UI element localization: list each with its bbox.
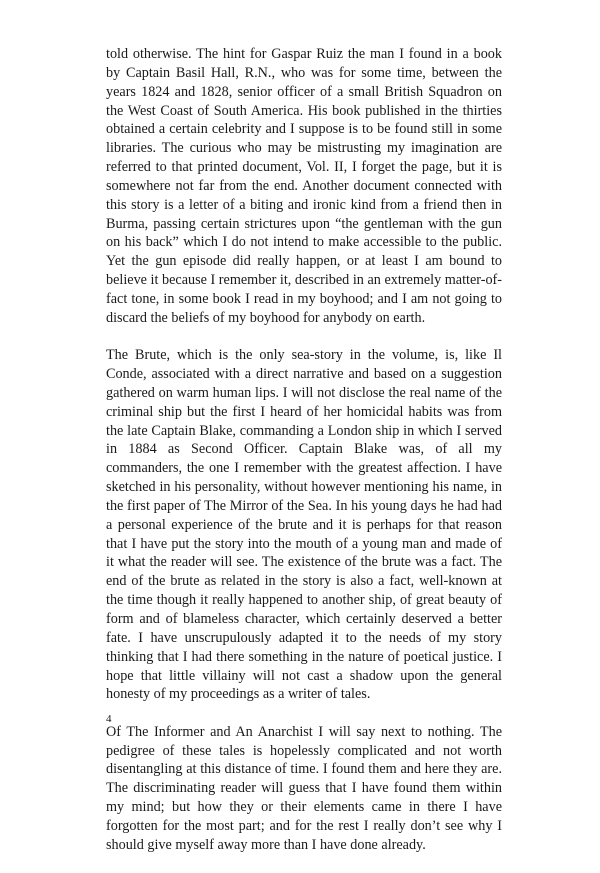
paragraph-the-brute: The Brute, which is the only sea-story in the volume, is, like Il Conde, associated with a direct narrative and based on a suggestion gathered on warm human lips. I will not disclose the real name of the criminal ship but the first I heard of her homicidal habits was from the late Captain Blake, commanding a London ship in which I served in 1884 as Second Officer. Captain Blake was, of all my commanders, the one I remember with the greatest affection. I have sketched in his personality, without however mentioning his name, in the first paper of The Mirror of the Sea. In his young days he had had a personal experience of the brute and it is perhaps for that reason that I have put the story into the mouth of a young man and made of it what the reader will see. The existence of the brute was a fact. The end of the brute as related in the story is also a fact, well-known at the time though it really happened to another ship, of great beauty of form and of blameless character, which certainly deserved a better fate. I have unscrupulously adapted it to the needs of my story thinking that I had there something in the nature of poetical justice. I hope that little villainy will not cast a shadow upon the general honesty of my proceedings as a writer of tales.	[106, 347, 502, 703]
page-number: 4	[106, 713, 112, 725]
paragraph-informer-anarchist: Of The Informer and An Anarchist I will say next to nothing. The pedigree of these tales is hopelessly complicated and not worth disentangling at this distance of time. I found them and here they are. The discriminating reader will guess that I have found them within my mind; but how they or their elements came in there I have forgotten for the most part; and for the rest I really don’t see why I should give myself away more than I have done already.	[106, 723, 502, 853]
body-text	[106, 45, 502, 873]
paragraph-gaspar-ruiz: told otherwise. The hint for Gaspar Ruiz the man I found in a book by Captain Basil Hall, R.N., who was for some time, between the years 1824 and 1828, senior officer of a small British Squadron on the West Coast of South America. His book published in the thirties obtained a certain celebrity and I suppose is to be found still in some libraries. The curious who may be mistrusting my imagination are referred to that printed document, Vol. II, I forget the page, but it is somewhere not far from the end. Another document connected with this story is a letter of a biting and ironic kind from a friend then in Burma, passing certain strictures upon “the gentleman with the gun on his back” which I do not intend to make accessible to the public. Yet the gun episode did really happen, or at least I am bound to believe it because I remember it, described in an extremely matter-of-fact tone, in some book I read in my boyhood; and I am not going to discard the beliefs of my boyhood for anybody on earth.	[106, 46, 502, 326]
